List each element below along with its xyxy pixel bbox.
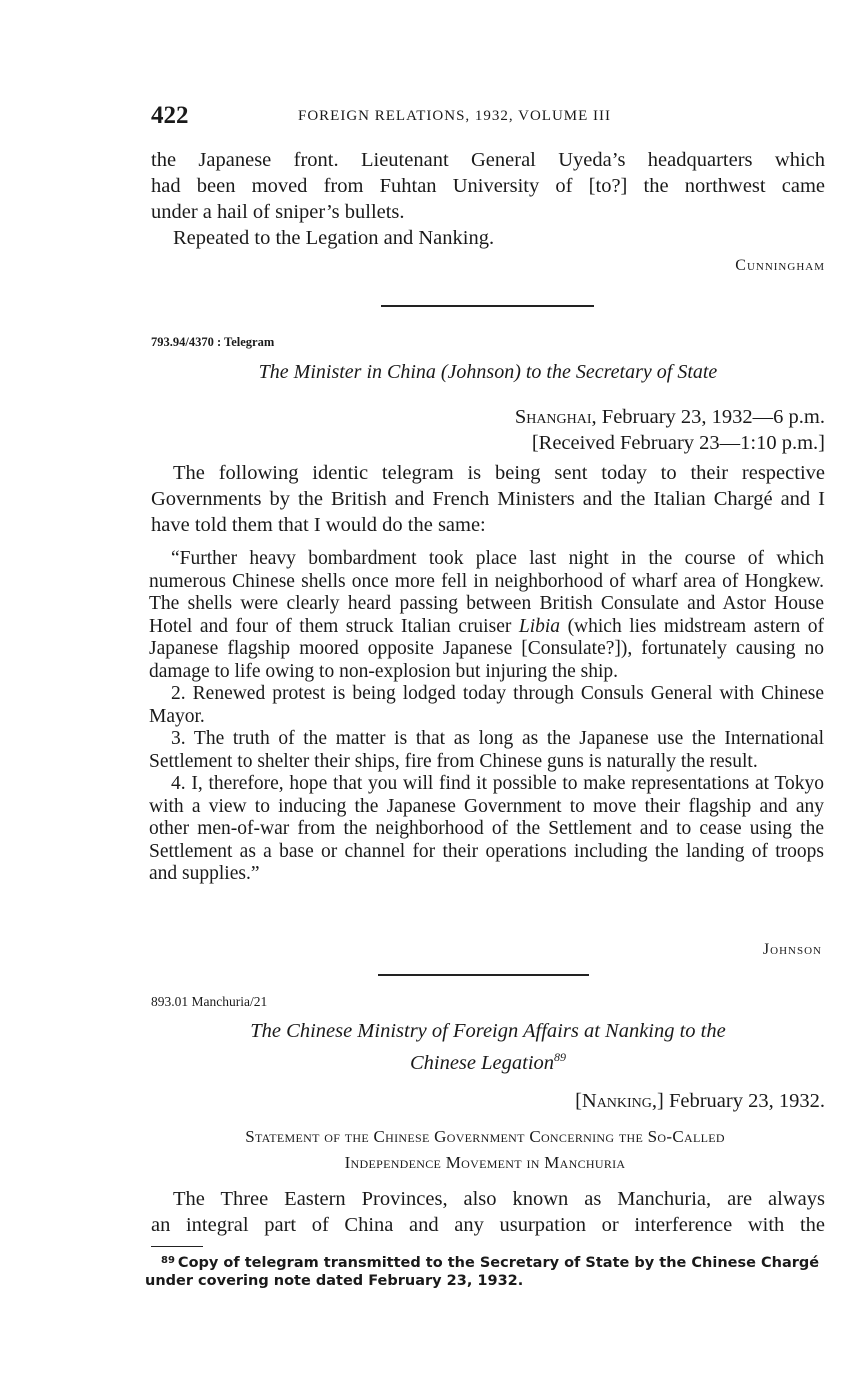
intro-paragraph: The following identic telegram is being sent today to their respective Governments by the British and French Ministers and the Italian Chargé and I have told them that I would do the same: bbox=[151, 462, 825, 536]
document-title-line: The Chinese Ministry of Foreign Affairs at Nanking to the bbox=[250, 1020, 726, 1042]
page-header bbox=[151, 102, 823, 134]
title-text: Chinese Legation bbox=[409, 1051, 555, 1074]
page-number: 422 bbox=[151, 102, 189, 129]
statement-heading-line: Independence Movement in Manchuria bbox=[344, 1153, 626, 1172]
footnote-mark: 89 bbox=[161, 1255, 175, 1266]
footnote-text: Copy of telegram transmitted to the Secretary of State by the Chinese Chargé bbox=[177, 1255, 820, 1271]
statement-heading-line: Statement of the Chinese Government Concerning the So-Called bbox=[245, 1127, 725, 1146]
telegram-text: (which lies midstream astern of Japanese flagship moored opposite Japanese [Consulate?]), fortunately causing no damage to life owing to non-explosion but injuring the ship. bbox=[149, 615, 824, 682]
file-reference: 793.94/4370 : Telegram bbox=[151, 335, 275, 349]
statement-body bbox=[151, 1186, 825, 1238]
telegram-paragraph: 2. Renewed protest is being lodged today through Consuls General with Chinese Mayor. bbox=[149, 683, 824, 727]
running-title: FOREIGN RELATIONS, 1932, VOLUME III bbox=[298, 108, 612, 124]
footnote-line bbox=[145, 1252, 835, 1272]
section-divider bbox=[378, 974, 589, 976]
statement-line: an integral part of China and any usurpation or interference with the bbox=[151, 1214, 825, 1236]
continuation-line: had been moved from Fuhtan University of [to?] the northwest came bbox=[151, 175, 825, 197]
file-reference: 893.01 Manchuria/21 bbox=[151, 994, 268, 1009]
document-title-line bbox=[151, 1044, 825, 1076]
telegram-paragraph bbox=[149, 548, 824, 683]
dateline bbox=[515, 404, 825, 430]
footnote bbox=[145, 1252, 835, 1290]
continuation-paragraph bbox=[151, 147, 825, 251]
telegram-quotation bbox=[149, 548, 824, 886]
statement-line: The Three Eastern Provinces, also known as Manchuria, are always bbox=[173, 1188, 825, 1210]
dateline-date: February 23, 1932. bbox=[668, 1090, 825, 1112]
dateline-date: February 23, 1932—6 p.m. bbox=[601, 406, 825, 428]
footnote-divider bbox=[151, 1246, 203, 1247]
dateline bbox=[575, 1088, 825, 1114]
document-title: The Minister in China (Johnson) to the Secretary of State bbox=[258, 361, 718, 383]
signature-johnson: Johnson bbox=[762, 941, 822, 958]
footnote-line: under covering note dated February 23, 1932. bbox=[145, 1273, 524, 1289]
repeated-line: Repeated to the Legation and Nanking. bbox=[173, 227, 495, 249]
footnote-reference[interactable]: 89 bbox=[554, 1050, 567, 1064]
telegram-paragraph: 3. The truth of the matter is that as long as the Japanese use the International Settlement to shelter their ships, fire from Chinese guns is naturally the result. bbox=[149, 728, 824, 772]
telegram-paragraph: 4. I, therefore, hope that you will find it possible to make representations at Tokyo with a view to inducing the Japanese Government to move their flagship and any other men-of-war from the neighborhood of the Settlement and to cease using the Settlement as a base or channel for their operations including the landing of troops and supplies.” bbox=[149, 773, 824, 884]
dateline-place: [Nanking,] bbox=[575, 1090, 664, 1112]
ship-name: Libia bbox=[518, 615, 561, 637]
signature-cunningham: Cunningham bbox=[735, 257, 825, 274]
telegram-text: “Further heavy bombardment took place last night in the course of which numerous Chinese shells once more fell in neighborhood of wharf area of Hongkew. The shells were clearly heard passing between British Consulate and Astor House Hotel and four of them struck Italian cruiser bbox=[149, 548, 824, 637]
received-line: [Received February 23—1:10 p.m.] bbox=[531, 432, 825, 454]
dateline-place: Shanghai, bbox=[514, 406, 597, 428]
continuation-line: under a hail of sniper’s bullets. bbox=[151, 201, 405, 223]
section-divider bbox=[381, 305, 594, 307]
continuation-line: the Japanese front. Lieutenant General Uyeda’s headquarters which bbox=[151, 149, 825, 171]
